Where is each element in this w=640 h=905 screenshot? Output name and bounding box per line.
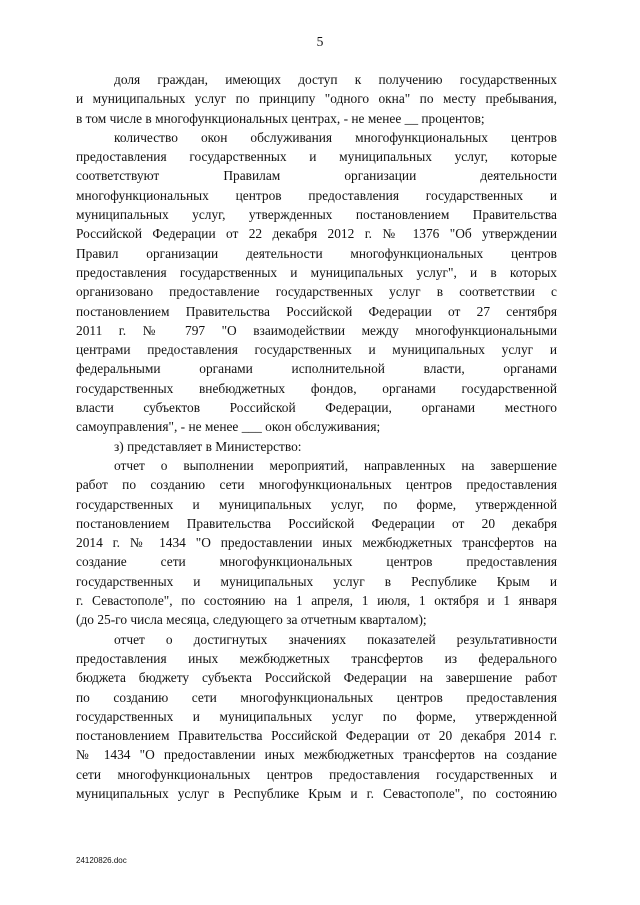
text-line: федеральными органами исполнительной власти, органами: [76, 361, 557, 377]
text-line: государственных внебюджетных фондов, органами государственной: [76, 380, 557, 396]
text-line: предоставления государственных и муниципальных услуг", и в которых: [76, 264, 557, 280]
text-line: г. Севастополе", по состоянию на 1 апреля, 1 июля, 1 октября и 1 января: [76, 593, 557, 609]
text-line: (до 25-го числа месяца, следующего за отчетным кварталом);: [76, 612, 427, 628]
text-line: постановлением Правительства Российской Федерации от 20 декабря: [76, 515, 557, 531]
text-line: постановлением Правительства Российской Федерации от 27 сентября: [76, 303, 557, 319]
footer-filename: 24120826.doc: [76, 856, 127, 865]
text-line: отчет о достигнутых значениях показателей результативности: [114, 631, 557, 647]
text-line: самоуправления", - не менее ___ окон обслуживания;: [76, 419, 381, 435]
text-line: № 1434 "О предоставлении иных межбюджетных трансфертов на создание: [76, 747, 557, 763]
text-line: предоставления государственных и муниципальных услуг, которые: [76, 149, 557, 165]
document-body: [76, 70, 557, 803]
text-line: 2014 г. № 1434 "О предоставлении иных межбюджетных трансфертов на: [76, 535, 557, 551]
text-line: з) представляет в Министерство:: [114, 438, 302, 454]
text-line: Российской Федерации от 22 декабря 2012 г. № 1376 "Об утверждении: [76, 226, 557, 242]
text-line: предоставления иных межбюджетных трансфертов из федерального: [76, 650, 557, 666]
text-line: постановлением Правительства Российской Федерации от 20 декабря 2014 г.: [76, 728, 557, 744]
text-line: соответствуют Правилам организации деятельности: [76, 168, 557, 184]
text-line: муниципальных услуг в Республике Крым и г. Севастополе", по состоянию: [76, 785, 557, 801]
text-line: центрами предоставления государственных и муниципальных услуг и: [76, 342, 557, 358]
text-line: государственных и муниципальных услуг в Республике Крым и: [76, 573, 557, 589]
text-line: работ по созданию сети многофункциональных центров предоставления: [76, 477, 557, 493]
text-line: Правил организации деятельности многофункциональных центров: [76, 245, 557, 261]
text-line: бюджета бюджету субъекта Российской Федерации на завершение работ: [76, 670, 557, 686]
text-line: количество окон обслуживания многофункциональных центров: [114, 129, 557, 145]
text-line: по созданию сети многофункциональных центров предоставления: [76, 689, 557, 705]
text-line: государственных и муниципальных услуг по форме, утвержденной: [76, 708, 557, 724]
text-line: многофункциональных центров предоставления государственных и: [76, 187, 557, 203]
text-line: сети многофункциональных центров предоставления государственных и: [76, 766, 557, 782]
text-line: отчет о выполнении мероприятий, направленных на завершение: [114, 457, 557, 473]
text-line: государственных и муниципальных услуг, по форме, утвержденной: [76, 496, 557, 512]
text-line: власти субъектов Российской Федерации, органами местного: [76, 400, 557, 416]
text-line: создание сети многофункциональных центров предоставления: [76, 554, 557, 570]
text-line: 2011 г. № 797 "О взаимодействии между многофункциональными: [76, 322, 557, 338]
text-line: доля граждан, имеющих доступ к получению государственных: [114, 72, 557, 87]
page-number: 5: [316, 34, 324, 49]
text-line: муниципальных услуг, утвержденных постановлением Правительства: [76, 207, 557, 223]
text-line: и муниципальных услуг по принципу "одного окна" по месту пребывания,: [76, 91, 557, 107]
text-line: в том числе в многофункциональных центрах, - не менее __ процентов;: [76, 110, 485, 126]
text-line: организовано предоставление государственных услуг в соответствии с: [76, 284, 557, 300]
